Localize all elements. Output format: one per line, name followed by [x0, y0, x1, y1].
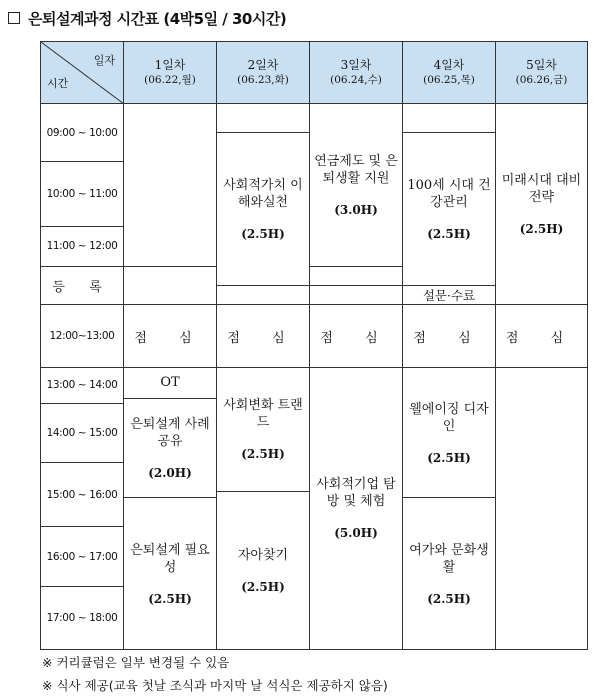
session-title: 100세 시대 건강관리: [407, 178, 491, 211]
header-row: [41, 42, 588, 104]
day5-survey-completion: 설문·수료: [403, 285, 496, 305]
corner-header-cell: [41, 42, 124, 104]
session-hours: (5.0H): [334, 526, 378, 541]
session-hours: (2.5H): [148, 591, 192, 606]
day5-afternoon-empty: [496, 367, 588, 649]
day3-morning-session: [310, 104, 403, 267]
footnotes: [42, 651, 388, 697]
footnote: ※ 커리큘럼은 일부 변경될 수 있음: [42, 655, 230, 670]
day2-spacer-bottom: [217, 285, 310, 305]
session-title: 은퇴설계 사례공유: [130, 417, 210, 450]
day2-afternoon-session-2: [217, 492, 310, 650]
session-title: 사회적가치 이해와실천: [223, 178, 303, 211]
time-slot: 15:00 ~ 16:00: [41, 463, 124, 527]
footnote: ※ 식사 제공(교육 첫날 조식과 마지막 날 석식은 제공하지 않음): [42, 678, 388, 693]
day1-empty-morning: [124, 104, 217, 267]
day4-spacer: [403, 104, 496, 133]
lunch-cell: 점 심: [217, 305, 310, 367]
session-title: 웰에이징 디자인: [409, 401, 489, 434]
time-slot: 12:00~13:00: [41, 305, 124, 367]
session-title: 사회변화 트랜드: [223, 398, 303, 431]
day1-registration: 등 록: [41, 267, 124, 305]
day5-morning-session: [496, 104, 588, 305]
day4-morning-session: [403, 133, 496, 285]
day4-afternoon-session-1: [403, 367, 496, 498]
corner-label-time: 시간: [47, 77, 69, 91]
lunch-row: [41, 305, 588, 367]
time-slot: 11:00 ~ 12:00: [41, 226, 124, 266]
lunch-cell: 점 심: [403, 305, 496, 367]
day3-afternoon-session: [310, 367, 403, 649]
day1-afternoon-session-1: [124, 398, 217, 498]
session-hours: (2.5H): [427, 591, 471, 606]
day2-spacer: [217, 104, 310, 133]
session-hours: (2.5H): [241, 227, 285, 242]
day2-morning-session: [217, 133, 310, 285]
day4-spacer-bottom: [310, 285, 403, 305]
lunch-cell: 점 심: [496, 305, 588, 367]
day3-spacer: [124, 267, 217, 305]
schedule-table: [40, 41, 588, 650]
day4-afternoon-session-2: [403, 498, 496, 650]
time-slot: 17:00 ~ 18:00: [41, 586, 124, 649]
day-header-2: 2일차 (06.23,화): [217, 42, 310, 104]
time-slot: 09:00 ~ 10:00: [41, 104, 124, 162]
day1-orientation: OT: [124, 367, 217, 398]
session-hours: (2.0H): [148, 466, 192, 481]
corner-label-day: 일자: [93, 54, 115, 67]
session-title: 사회적기업 탐방 및 체험: [316, 477, 396, 510]
session-title: 은퇴설계 필요성: [130, 542, 210, 575]
session-title: 연금제도 및 은퇴생활 지원: [314, 154, 398, 187]
session-hours: (3.0H): [334, 203, 378, 218]
session-title: 자아찾기: [237, 548, 289, 564]
day1-afternoon-session-2: [124, 498, 217, 650]
session-hours: (2.5H): [427, 227, 471, 242]
day-header-1: 1일차 (06.22,월): [124, 42, 217, 104]
session-hours: (2.5H): [427, 450, 471, 465]
session-title: 여가와 문화생활: [409, 542, 489, 575]
checkbox-icon: [8, 12, 20, 24]
title-text: 은퇴설계과정 시간표 (4박5일 / 30시간): [28, 9, 287, 28]
session-hours: (2.5H): [519, 222, 564, 237]
session-title: 미래시대 대비전략: [501, 173, 582, 206]
time-slot: 16:00 ~ 17:00: [41, 527, 124, 586]
session-hours: (2.5H): [241, 580, 285, 595]
day-header-5: 5일차 (06.26,금): [496, 42, 588, 104]
time-slot: 10:00 ~ 11:00: [41, 162, 124, 226]
day2-afternoon-session-1: [217, 367, 310, 491]
time-slot: 13:00 ~ 14:00: [41, 367, 124, 403]
lunch-cell: 점 심: [124, 305, 217, 367]
day-header-4: 4일차 (06.25,목): [403, 42, 496, 104]
lunch-cell: 점 심: [310, 305, 403, 367]
page-title: [8, 6, 286, 30]
session-hours: (2.5H): [241, 447, 285, 462]
time-slot: 14:00 ~ 15:00: [41, 404, 124, 463]
day-header-3: 3일차 (06.24,수): [310, 42, 403, 104]
